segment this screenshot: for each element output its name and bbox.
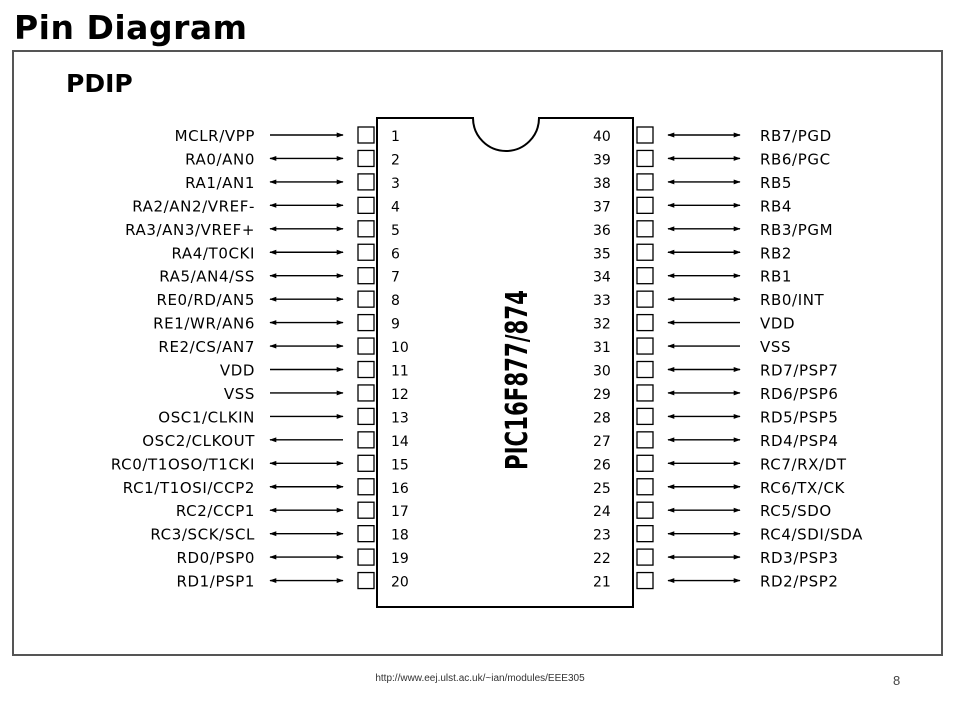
pin-36-number: 36 bbox=[593, 222, 611, 239]
pin-6 bbox=[171, 244, 400, 262]
pin-36-label: RB3/PGM bbox=[760, 220, 834, 239]
pin-34-box bbox=[637, 268, 653, 284]
pin-38-label: RB5 bbox=[760, 173, 793, 192]
pin-32-box bbox=[637, 315, 653, 331]
pin-12-box bbox=[358, 385, 374, 401]
pin-35-label: RB2 bbox=[760, 244, 793, 263]
pin-2-box bbox=[358, 150, 374, 166]
pin-21-number: 21 bbox=[593, 574, 611, 591]
slide-number: 8 bbox=[893, 673, 901, 688]
pin-39-box bbox=[637, 150, 653, 166]
pin-32-number: 32 bbox=[593, 316, 611, 333]
pin-29-number: 29 bbox=[593, 386, 611, 403]
pin-34-number: 34 bbox=[593, 269, 611, 286]
pin-22-box bbox=[637, 549, 653, 565]
chip-name: PIC16F877/874 bbox=[500, 216, 535, 470]
pin-19-label: RD0/PSP0 bbox=[176, 549, 255, 568]
pin-14-box bbox=[358, 432, 374, 448]
pin-23-box bbox=[637, 526, 653, 542]
pin-37-number: 37 bbox=[593, 199, 611, 216]
pin-9-number: 9 bbox=[391, 316, 400, 333]
pin-11-label: VDD bbox=[219, 361, 255, 380]
pin-1 bbox=[175, 127, 400, 145]
pin-9-box bbox=[358, 315, 374, 331]
pin-22-label: RD3/PSP3 bbox=[760, 549, 839, 568]
pin-29-label: RD6/PSP6 bbox=[760, 384, 839, 403]
pin-26-box bbox=[637, 455, 653, 471]
pin-33-box bbox=[637, 291, 653, 307]
pin-6-box bbox=[358, 244, 374, 260]
pin-2-number: 2 bbox=[391, 152, 400, 169]
pin-38-box bbox=[637, 174, 653, 190]
package-label: PDIP bbox=[66, 69, 133, 98]
pin-10-box bbox=[358, 338, 374, 354]
pin-14-label: OSC2/CLKOUT bbox=[142, 431, 255, 450]
pin-3-number: 3 bbox=[391, 175, 400, 192]
pin-1-box bbox=[358, 127, 374, 143]
pin-36-box bbox=[637, 221, 653, 237]
pin-29-box bbox=[637, 385, 653, 401]
pin-35-box bbox=[637, 244, 653, 260]
pin-30-label: RD7/PSP7 bbox=[760, 361, 839, 380]
pin-12-label: VSS bbox=[223, 384, 255, 403]
pin-2 bbox=[185, 150, 400, 168]
pin-33-label: RB0/INT bbox=[760, 291, 825, 310]
pin-23-label: RC4/SDI/SDA bbox=[760, 525, 863, 544]
pin-3-box bbox=[358, 174, 374, 190]
pin-7-label: RA5/AN4/SS bbox=[159, 267, 255, 286]
pin-30-number: 30 bbox=[593, 363, 611, 380]
pin-27-box bbox=[637, 432, 653, 448]
pin-5 bbox=[125, 221, 400, 239]
pin-35-number: 35 bbox=[593, 246, 611, 263]
pin-31-number: 31 bbox=[593, 340, 611, 357]
pin-34-label: RB1 bbox=[760, 267, 793, 286]
pin-4-box bbox=[358, 197, 374, 213]
pin-20-number: 20 bbox=[391, 574, 409, 591]
pin-22-number: 22 bbox=[593, 551, 611, 568]
pin-32-label: VDD bbox=[760, 314, 796, 333]
pin-40-number: 40 bbox=[593, 129, 611, 145]
pin-17-box bbox=[358, 502, 374, 518]
pin-23-number: 23 bbox=[593, 527, 611, 544]
pin-4-label: RA2/AN2/VREF- bbox=[132, 197, 255, 216]
pin-5-number: 5 bbox=[391, 222, 400, 239]
pin-28-number: 28 bbox=[593, 410, 611, 427]
pin-7 bbox=[159, 268, 400, 286]
pin-16-label: RC1/T1OSI/CCP2 bbox=[122, 478, 255, 497]
pin-18 bbox=[150, 526, 408, 544]
pin-26-number: 26 bbox=[593, 457, 611, 474]
pin-28-box bbox=[637, 408, 653, 424]
pin-10 bbox=[158, 338, 408, 356]
pin-16 bbox=[123, 479, 409, 497]
pin-7-number: 7 bbox=[391, 269, 400, 286]
pin-5-label: RA3/AN3/VREF+ bbox=[125, 220, 255, 239]
pin-15 bbox=[111, 455, 409, 473]
pin-25-number: 25 bbox=[593, 480, 611, 497]
pin-8-box bbox=[358, 291, 374, 307]
pin-38-number: 38 bbox=[593, 175, 611, 192]
pin-17-number: 17 bbox=[391, 504, 409, 521]
pin-27-label: RD4/PSP4 bbox=[760, 431, 839, 450]
pin-5-box bbox=[358, 221, 374, 237]
pin-13-box bbox=[358, 408, 374, 424]
pin-25-box bbox=[637, 479, 653, 495]
pin-13-number: 13 bbox=[391, 410, 409, 427]
pin-1-number: 1 bbox=[391, 129, 400, 145]
pin-21-label: RD2/PSP2 bbox=[760, 572, 839, 591]
pin-2-label: RA0/AN0 bbox=[185, 150, 255, 169]
pin-17 bbox=[176, 502, 409, 520]
pin-21-box bbox=[637, 573, 653, 589]
pin-18-box bbox=[358, 526, 374, 542]
pin-3-label: RA1/AN1 bbox=[185, 173, 255, 192]
pin-20-box bbox=[358, 573, 374, 589]
pin-40-box bbox=[637, 127, 653, 143]
pin-24-number: 24 bbox=[593, 504, 611, 521]
pin-17-label: RC2/CCP1 bbox=[175, 502, 255, 521]
pin-4-number: 4 bbox=[391, 199, 400, 216]
pin-33-number: 33 bbox=[593, 293, 611, 310]
pin-15-number: 15 bbox=[391, 457, 409, 474]
pin-8-number: 8 bbox=[391, 293, 400, 310]
pin-25-label: RC6/TX/CK bbox=[760, 478, 845, 497]
pin-8-label: RE0/RD/AN5 bbox=[156, 291, 255, 310]
pin-10-number: 10 bbox=[391, 340, 409, 357]
pin-18-label: RC3/SCK/SCL bbox=[150, 525, 255, 544]
slide-title: Pin Diagram bbox=[14, 8, 248, 47]
pin-14-number: 14 bbox=[391, 433, 409, 450]
left-pin-group bbox=[111, 127, 409, 591]
pin-15-label: RC0/T1OSO/T1CKI bbox=[110, 455, 255, 474]
pin-6-label: RA4/T0CKI bbox=[171, 244, 255, 263]
pin-19 bbox=[176, 549, 408, 567]
pin-8 bbox=[156, 291, 399, 309]
pin-40-label: RB7/PGD bbox=[760, 127, 832, 145]
pin-15-box bbox=[358, 455, 374, 471]
pin-18-number: 18 bbox=[391, 527, 409, 544]
pin-9 bbox=[153, 315, 400, 333]
pin-19-number: 19 bbox=[391, 551, 409, 568]
pin-39-label: RB6/PGC bbox=[760, 150, 831, 169]
pin-6-number: 6 bbox=[391, 246, 400, 263]
pin-3 bbox=[185, 174, 400, 192]
pin-39-number: 39 bbox=[593, 152, 611, 169]
pin-28-label: RD5/PSP5 bbox=[760, 408, 839, 427]
pin-16-box bbox=[358, 479, 374, 495]
pin-12-number: 12 bbox=[391, 386, 409, 403]
pin-16-number: 16 bbox=[391, 480, 409, 497]
pin-37-box bbox=[637, 197, 653, 213]
pin-4 bbox=[132, 197, 400, 215]
pin-20-label: RD1/PSP1 bbox=[176, 572, 255, 591]
pin-31-label: VSS bbox=[760, 338, 792, 357]
pin-11-number: 11 bbox=[391, 363, 409, 380]
pin-37-label: RB4 bbox=[760, 197, 793, 216]
pin-9-label: RE1/WR/AN6 bbox=[153, 314, 255, 333]
pin-31-box bbox=[637, 338, 653, 354]
footer-url: http://www.eej.ulst.ac.uk/~ian/modules/EEE305 bbox=[375, 673, 585, 684]
pin-24-box bbox=[637, 502, 653, 518]
pin-20 bbox=[176, 573, 408, 591]
pin-13-label: OSC1/CLKIN bbox=[158, 408, 255, 427]
pin-10-label: RE2/CS/AN7 bbox=[158, 338, 255, 357]
pin-27-number: 27 bbox=[593, 433, 611, 450]
pin-30-box bbox=[637, 362, 653, 378]
pin-24-label: RC5/SDO bbox=[760, 502, 832, 521]
pin-14 bbox=[142, 432, 409, 450]
pin-19-box bbox=[358, 549, 374, 565]
pin-26-label: RC7/RX/DT bbox=[760, 455, 847, 474]
pin-13 bbox=[158, 408, 409, 426]
pin-7-box bbox=[358, 268, 374, 284]
pin-1-label: MCLR/VPP bbox=[174, 127, 255, 145]
pin-11-box bbox=[358, 362, 374, 378]
